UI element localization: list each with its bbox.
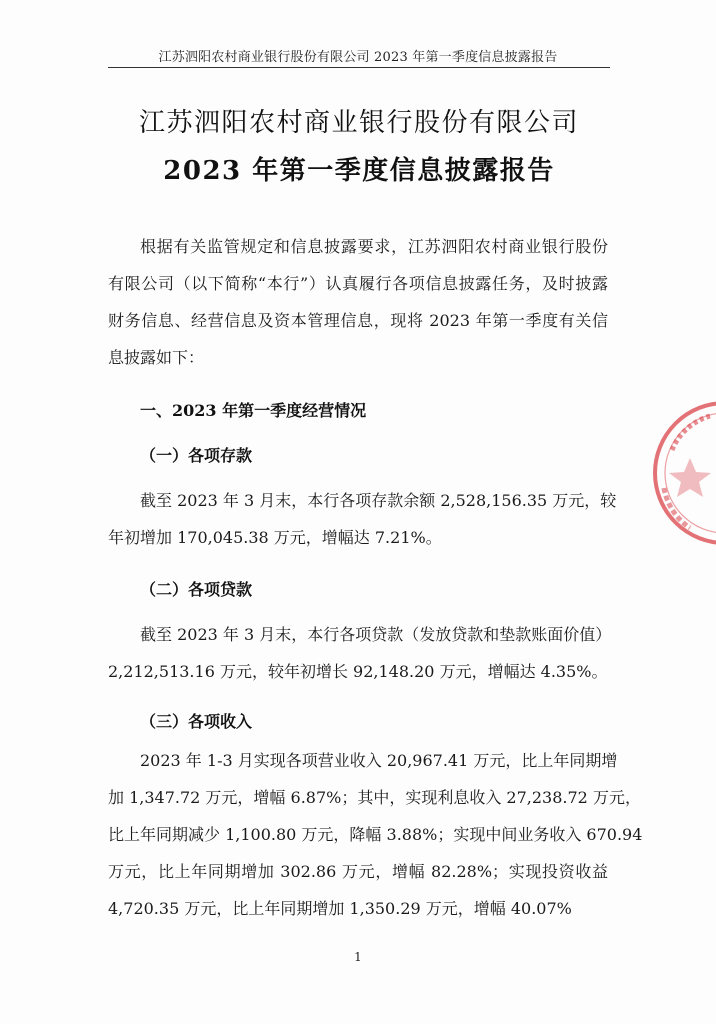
intro-line: 有限公司（以下简称“本行”）认真履行各项信息披露任务，及时披露: [108, 274, 608, 293]
loans-paragraph: [108, 616, 612, 690]
document-title-line1: 江苏泗阳农村商业银行股份有限公司: [138, 108, 579, 138]
intro-line: 财务信息、经营信息及资本管理信息，现将 2023 年第一季度有关信: [108, 311, 608, 330]
deposits-line: 年初增加 170,045.38 万元，增幅达 7.21%。: [108, 528, 442, 547]
deposits-line: 截至 2023 年 3 月末，本行各项存款余额 2,528,156.35 万元，较: [140, 491, 617, 510]
income-paragraph: [108, 742, 643, 927]
income-line: 加 1,347.72 万元，增幅 6.87%；其中，实现利息收入 27,238.72 万元，: [108, 788, 641, 807]
intro-line: 根据有关监管规定和信息披露要求，江苏泗阳农村商业银行股份: [140, 237, 608, 256]
intro-line: 息披露如下：: [108, 348, 205, 367]
running-header: 江苏泗阳农村商业银行股份有限公司 2023 年第一季度信息披露报告: [158, 50, 558, 65]
subsection-heading-loans: （二）各项贷款: [140, 580, 253, 599]
document-title-line2: 2023 年第一季度信息披露报告: [163, 156, 555, 186]
seal-star-mark: [669, 458, 711, 497]
page-number: 1: [354, 950, 362, 964]
section-heading-operations: 一、2023 年第一季度经营情况: [140, 401, 367, 420]
seal-stamp: [650, 398, 716, 548]
subsection-heading-income: （三）各项收入: [140, 712, 253, 731]
header-rule: [108, 67, 610, 68]
loans-line: 2,212,513.16 万元，较年初增长 92,148.20 万元，增幅达 4.35%。: [108, 662, 608, 681]
income-line: 比上年同期减少 1,100.80 万元，降幅 3.88%；实现中间业务收入 670.94: [108, 825, 643, 844]
intro-paragraph: [108, 228, 608, 376]
income-line: 4,720.35 万元，比上年同期增加 1,350.29 万元，增幅 40.07%: [108, 899, 572, 918]
income-line: 2023 年 1-3 月实现各项营业收入 20,967.41 万元，比上年同期增: [140, 751, 618, 770]
subsection-heading-deposits: （一）各项存款: [140, 446, 253, 465]
deposits-paragraph: [108, 482, 617, 556]
income-line: 万元，比上年同期增加 302.86 万元，增幅 82.28%；实现投资收益: [108, 862, 608, 881]
loans-line: 截至 2023 年 3 月末，本行各项贷款（发放贷款和垫款账面价值）: [140, 625, 612, 644]
